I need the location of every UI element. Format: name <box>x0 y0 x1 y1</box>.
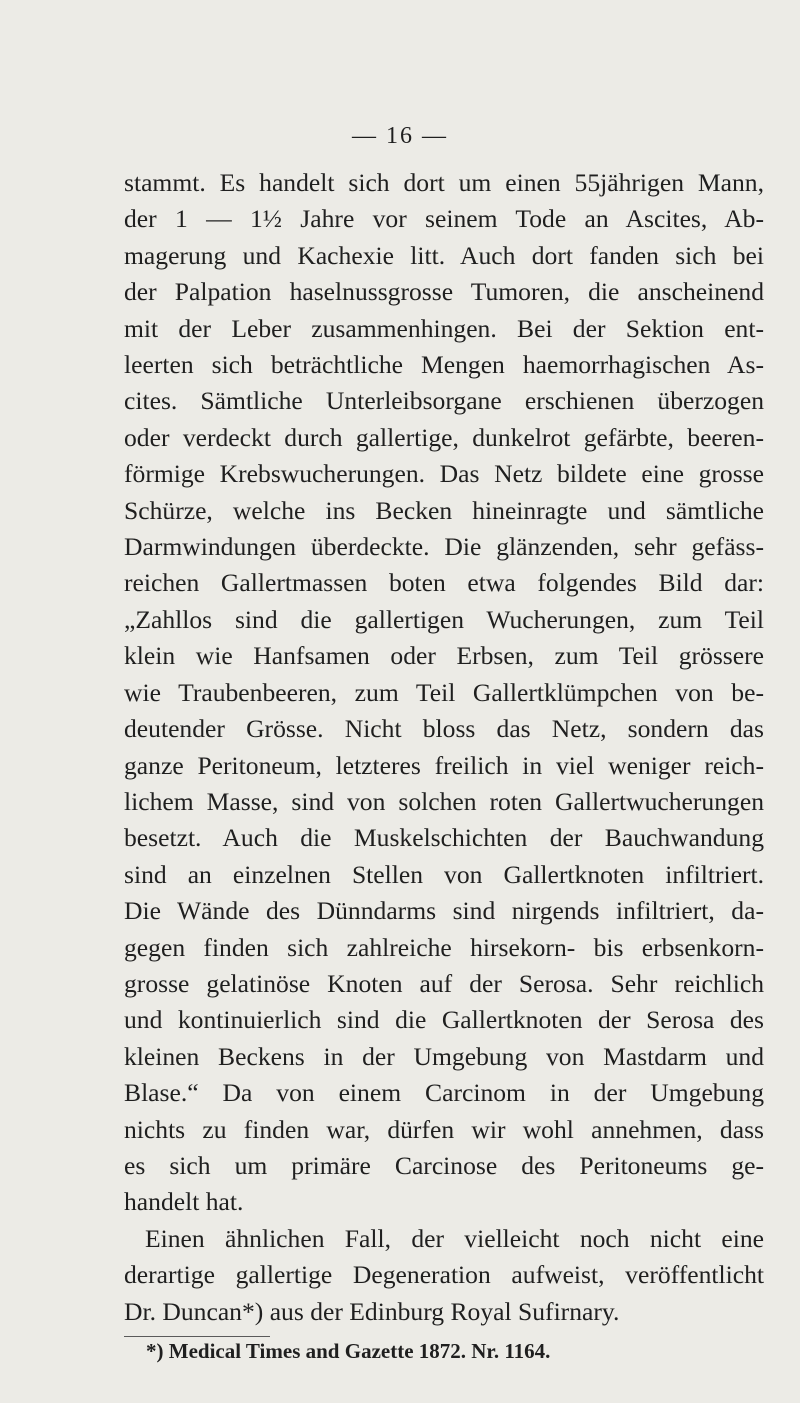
body-text <box>124 165 764 1330</box>
text-line: förmige Krebswucherungen. Das Netz bildete eine grosse <box>124 459 764 489</box>
text-line: mit der Leber zusammenhingen. Bei der Sektion ent- <box>124 313 764 343</box>
text-line: „Zahllos sind die gallertigen Wucherungen, zum Teil <box>124 604 764 634</box>
text-line: reichen Gallertmassen boten etwa folgendes Bild dar: <box>124 568 764 598</box>
text-line: derartige gallertige Degeneration aufweist, veröffentlicht <box>124 1260 764 1290</box>
text-line: Dr. Duncan*) aus der Edinburg Royal Sufirnary. <box>124 1296 620 1326</box>
text-line: stammt. Es handelt sich dort um einen 55jährigen Mann, <box>124 168 764 197</box>
text-line: Darmwindungen überdeckte. Die glänzenden, sehr gefäss- <box>124 532 764 562</box>
text-line: handelt hat. <box>124 1187 244 1217</box>
text-line: Einen ähnlichen Fall, der vielleicht noch nicht eine <box>145 1223 764 1253</box>
text-line: wie Traubenbeeren, zum Teil Gallertklümpchen von be- <box>124 677 764 707</box>
text-line: Schürze, welche ins Becken hineinragte und sämtliche <box>124 495 764 525</box>
text-line: und kontinuierlich sind die Gallertknoten der Serosa des <box>124 1005 764 1035</box>
text-line: oder verdeckt durch gallertige, dunkelrot gefärbte, beeren- <box>124 422 764 452</box>
text-line: der 1 — 1½ Jahre vor seinem Tode an Ascites, Ab- <box>124 204 764 234</box>
text-line: es sich um primäre Carcinose des Peritoneums ge- <box>124 1150 764 1180</box>
text-line: gegen finden sich zahlreiche hirsekorn- bis erbsenkorn- <box>124 932 764 962</box>
footnote: *) Medical Times and Gazette 1872. Nr. 1164. <box>146 1339 551 1363</box>
text-line: sind an einzelnen Stellen von Gallertknoten infiltriert. <box>124 859 764 889</box>
text-line: nichts zu finden war, dürfen wir wohl annehmen, dass <box>124 1114 764 1144</box>
text-line: klein wie Hanfsamen oder Erbsen, zum Teil grössere <box>124 641 764 671</box>
text-line: der Palpation haselnussgrosse Tumoren, die anscheinend <box>124 277 764 307</box>
text-line: Die Wände des Dünndarms sind nirgends infiltriert, da- <box>124 896 764 926</box>
text-line: deutender Grösse. Nicht bloss das Netz, sondern das <box>124 714 764 744</box>
text-line: lichem Masse, sind von solchen roten Gallertwucherungen <box>124 786 764 816</box>
footnote-divider <box>124 1336 270 1337</box>
text-line: besetzt. Auch die Muskelschichten der Bauchwandung <box>124 823 764 853</box>
page-number: — 16 — <box>352 123 448 149</box>
text-line: kleinen Beckens in der Umgebung von Mastdarm und <box>124 1041 764 1071</box>
text-line: cites. Sämtliche Unterleibsorgane erschienen überzogen <box>124 386 764 416</box>
text-line: magerung und Kachexie litt. Auch dort fanden sich bei <box>124 240 764 270</box>
text-line: Blase.“ Da von einem Carcinom in der Umgebung <box>124 1078 764 1108</box>
text-line: grosse gelatinöse Knoten auf der Serosa. Sehr reichlich <box>124 968 764 998</box>
text-line: ganze Peritoneum, letzteres freilich in viel weniger reich- <box>124 750 764 780</box>
text-line: leerten sich beträchtliche Mengen haemorrhagischen As- <box>124 350 764 380</box>
